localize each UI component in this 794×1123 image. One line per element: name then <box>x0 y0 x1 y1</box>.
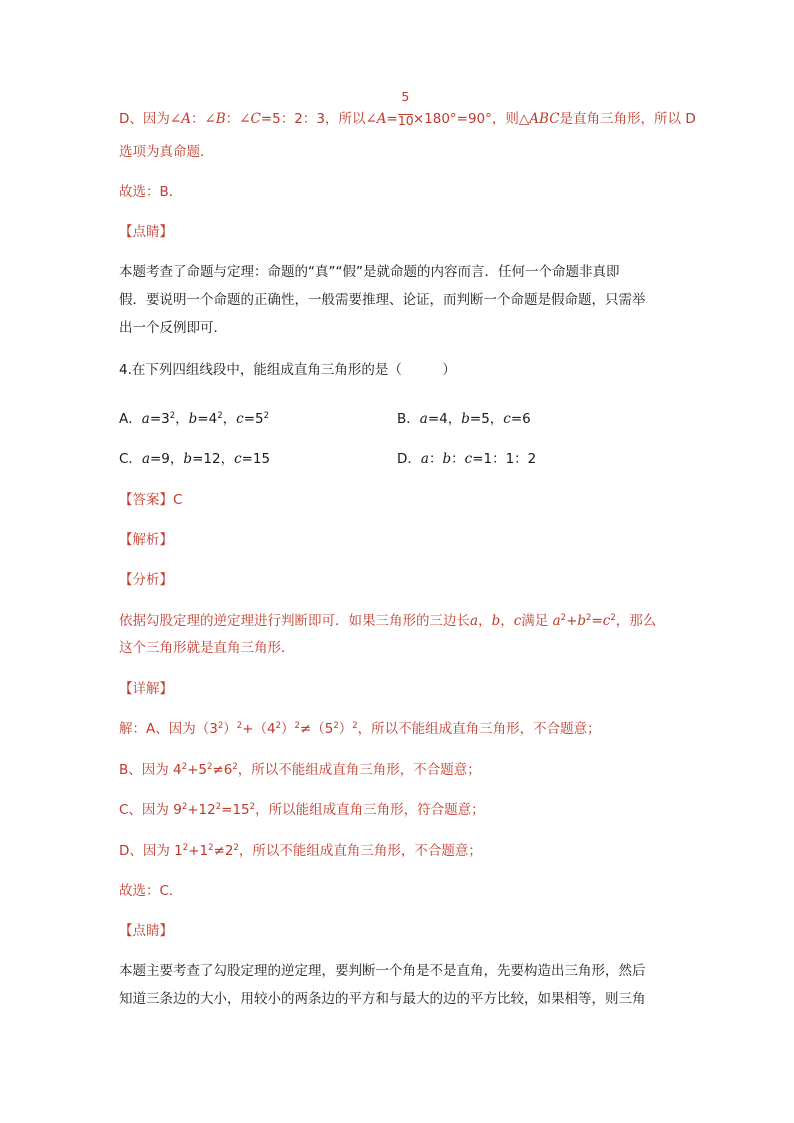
text-segment: ） <box>223 721 237 737</box>
separator: ， <box>447 411 462 427</box>
text-segment: ≠（5 <box>299 721 334 737</box>
value: =12 <box>192 451 221 467</box>
exponent: 2 <box>294 721 300 731</box>
var-b: b <box>491 613 501 629</box>
dianjing-2-line-1: 本题主要考查了勾股定理的逆定理，要判断一个角是不是直角，先要构造出三角形，然后 <box>119 963 646 979</box>
text-segment: D、因为 1 <box>119 843 183 859</box>
option-c <box>119 449 270 469</box>
var-c: c <box>234 451 242 467</box>
text-segment: ） <box>281 721 295 737</box>
text-segment: B、因为 4 <box>119 762 182 778</box>
exponent: 2 <box>233 843 239 853</box>
exponent: 2 <box>560 613 567 623</box>
var-a: a <box>141 451 150 467</box>
separator: ， <box>175 411 189 427</box>
option-d <box>397 449 536 469</box>
xiangjie-line-d <box>119 841 482 861</box>
option-label: B． <box>397 411 420 427</box>
fraction-denominator: 10 <box>397 113 414 128</box>
value: =9 <box>150 451 170 467</box>
text-segment: D、因为 <box>119 111 170 127</box>
exponent: 2 <box>181 802 188 812</box>
exponent: 2 <box>169 411 176 421</box>
text-segment: ： <box>190 111 205 127</box>
d-option-explain-line1 <box>119 89 696 129</box>
xiangjie-line-c <box>119 800 485 820</box>
exponent: 2 <box>215 802 222 812</box>
xiangjie-line-b <box>119 760 481 780</box>
exponent: 2 <box>263 411 270 421</box>
text-segment: +（4 <box>242 721 276 737</box>
text-segment: ≠6 <box>212 762 233 778</box>
triangle-abc: △ABC <box>518 111 560 127</box>
exponent: 2 <box>181 762 188 772</box>
var-c: c <box>513 613 522 629</box>
var-b: b <box>577 613 587 629</box>
text-segment: ： <box>225 111 240 127</box>
text-segment: ，所以不能组成直角三角形，不合题意； <box>237 762 481 778</box>
answer-heading: 【答案】 <box>119 492 173 508</box>
exponent: 2 <box>206 762 213 772</box>
value: ： <box>451 451 465 467</box>
value: =4 <box>197 411 218 427</box>
answer-choice-1: 故选：B． <box>119 184 183 200</box>
text-segment: =15 <box>221 802 250 818</box>
exponent: 2 <box>217 411 223 421</box>
dianjing-2-line-2: 知道三条边的大小，用较小的两条边的平方和与最大的边的平方比较，如果相等，则三角 <box>119 991 646 1007</box>
var-c: c <box>464 451 473 467</box>
option-a <box>119 409 269 429</box>
value: =1：1：2 <box>472 451 537 467</box>
var-c: c <box>236 411 244 427</box>
var-b: b <box>188 411 198 427</box>
separator: ， <box>222 411 237 427</box>
exponent: 2 <box>610 613 616 623</box>
exponent: 2 <box>275 721 281 731</box>
var-a: a <box>141 411 150 427</box>
text-segment: 解：A、因为（3 <box>119 721 218 737</box>
exponent: 2 <box>208 843 214 853</box>
exponent: 2 <box>236 721 243 731</box>
separator: ， <box>478 613 492 629</box>
operator: + <box>566 613 578 629</box>
var-a: a <box>419 411 428 427</box>
text-segment: +1 <box>188 843 209 859</box>
fenxi-heading: 【分析】 <box>119 572 173 588</box>
option-label: D． <box>397 451 421 467</box>
fenxi-line-2: 这个三角形就是直角三角形． <box>119 640 295 656</box>
angle-a: ∠A <box>169 111 191 127</box>
text-segment: +12 <box>187 802 216 818</box>
answer-choice-2: 故选：C． <box>119 883 183 899</box>
fraction-numerator: 5 <box>401 89 410 104</box>
answer-line <box>119 490 182 510</box>
text-segment: 是直角三角形，所以 D <box>559 111 696 127</box>
value: =4 <box>427 411 448 427</box>
text-segment: ，所以不能组成直角三角形，不合题意； <box>357 721 601 737</box>
text-segment: ，所以不能组成直角三角形，不合题意； <box>238 843 482 859</box>
value: ： <box>428 451 443 467</box>
text-segment: ，所以能组成直角三角形，符合题意； <box>255 802 485 818</box>
separator: ， <box>220 451 235 467</box>
text-segment: C、因为 9 <box>119 802 182 818</box>
dianjing-1-line-2: 假．要说明一个命题的正确性，一般需要推理、论证，而判断一个命题是假命题，只需举 <box>119 292 646 308</box>
dianjing-1-line-1: 本题考查了命题与定理：命题的“真”“假”是就命题的内容而言．任何一个命题非真即 <box>119 264 620 280</box>
var-c: c <box>503 411 511 427</box>
fenxi-line-1 <box>119 611 656 631</box>
text-segment: +5 <box>187 762 207 778</box>
dianjing-heading-1: 【点睛】 <box>119 224 173 240</box>
var-c: c <box>602 613 611 629</box>
text-segment: ≠2 <box>213 843 234 859</box>
d-option-explain-line2: 选项为真命题． <box>119 144 214 160</box>
fraction <box>397 89 414 128</box>
var-b: b <box>183 451 193 467</box>
xiangjie-line-a <box>119 719 601 739</box>
var-b: b <box>461 411 470 427</box>
exponent: 2 <box>182 843 189 853</box>
text-segment: ×180°=90°，则 <box>412 111 519 127</box>
option-label: C． <box>119 451 142 467</box>
operator: = <box>591 613 603 629</box>
exponent: 2 <box>217 721 224 731</box>
value: =6 <box>510 411 531 427</box>
angle-b: ∠B <box>204 111 226 127</box>
separator: ， <box>489 411 504 427</box>
text-segment: ） <box>338 721 353 737</box>
exponent: 2 <box>333 721 339 731</box>
angle-a: ∠A <box>365 111 387 127</box>
value: =3 <box>149 411 170 427</box>
dianjing-heading-2: 【点睛】 <box>119 923 173 939</box>
var-b: b <box>442 451 452 467</box>
text-segment: 依据勾股定理的逆定理进行判断即可．如果三角形的三边长 <box>119 613 470 629</box>
dianjing-1-line-3: 出一个反例即可． <box>119 320 227 336</box>
text-segment: = <box>386 111 398 127</box>
var-a: a <box>470 613 479 629</box>
exponent: 2 <box>232 762 238 772</box>
option-b <box>397 409 531 429</box>
angle-c: ∠C <box>239 111 261 127</box>
value: =15 <box>241 451 271 467</box>
question-4-stem: 4.在下列四组线段中，能组成直角三角形的是（ ） <box>119 362 456 378</box>
answer-value: C <box>173 492 183 508</box>
text-segment: =5：2：3，所以 <box>260 111 366 127</box>
value: =5 <box>469 411 490 427</box>
text-segment: 满足 <box>521 613 549 629</box>
exponent: 2 <box>352 721 358 731</box>
jiexi-heading: 【解析】 <box>119 532 173 548</box>
separator: ， <box>169 451 184 467</box>
var-a: a <box>420 451 429 467</box>
exponent: 2 <box>249 802 256 812</box>
value: =5 <box>243 411 264 427</box>
option-label: A． <box>119 411 142 427</box>
var-a: a <box>552 613 561 629</box>
exponent: 2 <box>586 613 592 623</box>
xiangjie-heading: 【详解】 <box>119 681 173 697</box>
separator: ， <box>500 613 514 629</box>
text-segment: ，那么 <box>615 613 657 629</box>
